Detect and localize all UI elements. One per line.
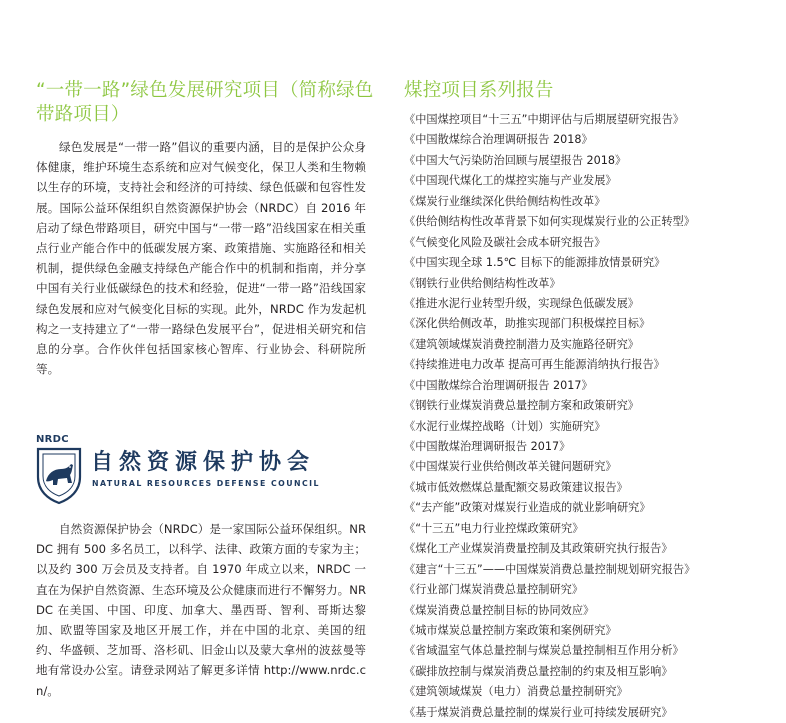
report-list (404, 110, 695, 723)
report-list-item: 《水泥行业煤控战略（计划）实施研究》 (404, 419, 606, 433)
report-list-item: 《建筑领域煤炭消费控制潜力及实施路径研究》 (404, 337, 639, 351)
report-list-item: 《煤炭行业继续深化供给侧结构性改革》 (404, 194, 606, 208)
report-list-item: 《中国散煤综合治理调研报告 2018》 (404, 133, 593, 147)
nrdc-logo-chinese-name: 自然资源保护协会 (91, 450, 316, 475)
polar-bear-badge-icon (36, 447, 84, 507)
report-list-item: 《城市煤炭总量控制方案政策和案例研究》 (404, 623, 617, 637)
nrdc-logo-english-name: NATURAL RESOURCES DEFENSE COUNCIL (92, 479, 320, 488)
report-list-item: 《碳排放控制与煤炭消费总量控制的约束及相互影响》 (404, 664, 673, 678)
report-list-item: 《深化供给侧改革，助推实现部门积极煤控目标》 (404, 317, 651, 331)
green-belt-road-description: 绿色发展是“一带一路”倡议的重要内涵，目的是保护公众身体健康，维护环境生态系统和应对气候变化，保卫人类和生物赖以生存的环境，支持社会和经济的可持续、绿色低碳和包容性发展。国际公益环保组织自然资源保护协会（NRDC）自 2016 年启动了绿色带路项目，研究中国与“一带一路”沿线国家在相关重点行业产能合作中的低碳发展方案、政策措施、实施路径和相关机制，提供绿色金融支持绿色产能合作中的机制和指南，并分享中国有关行业低碳绿色的技术和经验，促进“一带一路”沿线国家绿色发展和应对气候变化目标的实现。此外，NRDC 作为发起机构之一支持建立了“一带一路绿色发展平台”，促进相关研究和信息的分享。合作伙伴包括国家核心智库、行业协会、科研院所等。 (36, 140, 366, 377)
report-list-item: 《建言“十三五”——中国煤炭消费总量控制规划研究报告》 (404, 562, 696, 576)
report-list-item: 《钢铁行业供给侧结构性改革》 (404, 276, 561, 290)
report-list-item: 《煤化工产业煤炭消费量控制及其政策研究执行报告》 (404, 542, 673, 556)
nrdc-logo-abbr: NRDC (36, 434, 69, 445)
report-list-item: 《持续推进电力改革 提高可再生能源消纳执行报告》 (404, 358, 665, 372)
report-list-item: 《行业部门煤炭消费总量控制研究》 (404, 583, 584, 597)
report-list-item: 《建筑领域煤炭（电力）消费总量控制研究》 (404, 685, 628, 699)
report-list-item: 《中国实现全球 1.5℃ 目标下的能源排放情景研究》 (404, 256, 666, 270)
report-list-item: 《中国大气污染防治回顾与展望报告 2018》 (404, 153, 627, 167)
report-list-item: 《供给侧结构性改革背景下如何实现煤炭行业的公正转型》 (404, 215, 695, 229)
report-list-item: 《中国煤控项目“十三五”中期评估与后期展望研究报告》 (404, 113, 685, 126)
green-belt-road-title: “一带一路”绿色发展研究项目（简称绿色带路项目） (36, 80, 374, 125)
coal-control-reports-title: 煤控项目系列报告 (404, 80, 554, 101)
report-list-item: 《煤炭消费总量控制目标的协同效应》 (404, 603, 595, 617)
report-list-item: 《省域温室气体总量控制与煤炭总量控制相互作用分析》 (404, 644, 684, 658)
report-list-item: 《中国散煤综合治理调研报告 2017》 (404, 378, 593, 392)
report-list-item: 《中国现代煤化工的煤控实施与产业发展》 (404, 174, 617, 188)
report-list-item: 《钢铁行业煤炭消费总量控制方案和政策研究》 (404, 399, 639, 413)
report-list-item: 《推进水泥行业转型升级，实现绿色低碳发展》 (404, 296, 639, 310)
report-list-item: 《中国煤炭行业供给侧改革关键问题研究》 (404, 460, 617, 474)
report-list-item: 《“去产能”政策对煤炭行业造成的就业影响研究》 (404, 501, 651, 515)
report-list-item: 《中国散煤治理调研报告 2017》 (404, 440, 571, 453)
nrdc-logo (36, 434, 336, 500)
report-list-item: 《城市低效燃煤总量配额交易政策建议报告》 (404, 480, 628, 494)
report-list-item: 《气候变化风险及碳社会成本研究报告》 (404, 235, 606, 249)
report-list-item: 《“十三五”电力行业控煤政策研究》 (404, 521, 584, 535)
report-list-item: 《基于煤炭消费总量控制的煤炭行业可持续发展研究》 (404, 705, 673, 719)
nrdc-description: 自然资源保护协会（NRDC）是一家国际公益环保组织。NRDC 拥有 500 多名员工，以科学、法律、政策方面的专家为主；以及约 300 万会员及支持者。自 1970 年成立以来，NRDC 一直在为保护自然资源、生态环境及公众健康而进行不懈努力。NRDC 在美国、中国、印度、加拿大、墨西哥、智利、哥斯达黎加、欧盟等国家及地区开展工作，并在中国的北京、美国的纽约、华盛顿、芝加哥、洛杉矶、旧金山以及蒙大拿州的波兹曼等地有常设办公室。请登录网站了解更多详情 http://www.nrdc.cn/。 (36, 522, 366, 698)
